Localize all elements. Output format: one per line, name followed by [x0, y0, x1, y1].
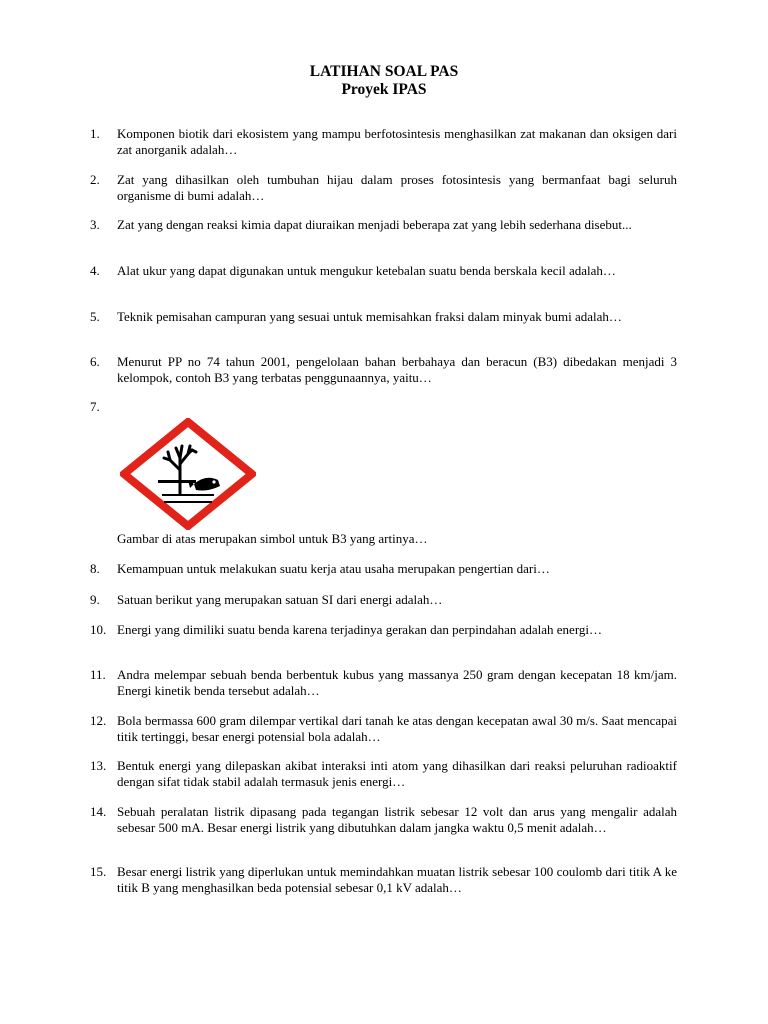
document-title: LATIHAN SOAL PAS [309, 63, 459, 80]
question-text: Bentuk energi yang dilepaskan akibat interaksi inti atom yang dihasilkan dari reaksi peluruhan radioaktif dengan sifat tidak stabil adalah termasuk jenis energi… [117, 758, 677, 789]
question-item [90, 758, 677, 790]
question-number: 14. [90, 804, 107, 819]
question-text: Zat yang dengan reaksi kimia dapat diuraikan menjadi beberapa zat yang lebih sederhana disebut... [117, 217, 632, 232]
question-number: 5. [90, 309, 100, 324]
question-number: 11. [90, 667, 106, 682]
question-item [90, 172, 677, 204]
question-number: 8. [90, 561, 100, 576]
question-item [90, 864, 677, 896]
question-item [90, 354, 677, 386]
question-number: 1. [90, 126, 100, 141]
question-number: 15. [90, 864, 107, 879]
question-number: 6. [90, 354, 100, 369]
question-text: Satuan berikut yang merupakan satuan SI dari energi adalah… [117, 592, 443, 607]
question-text: Alat ukur yang dapat digunakan untuk mengukur ketebalan suatu benda berskala kecil adalah… [117, 263, 616, 278]
question-number: 7. [90, 399, 100, 414]
question-text: Energi yang dimiliki suatu benda karena terjadinya gerakan dan perpindahan adalah energi… [117, 622, 603, 637]
question-item [90, 126, 677, 158]
question-item [90, 217, 677, 233]
question-number: 10. [90, 622, 107, 637]
question-text: Kemampuan untuk melakukan suatu kerja atau usaha merupakan pengertian dari… [117, 561, 550, 576]
question-number: 13. [90, 758, 107, 773]
question-text: Teknik pemisahan campuran yang sesuai untuk memisahkan fraksi dalam minyak bumi adalah… [117, 309, 622, 324]
question-text: Sebuah peralatan listrik dipasang pada tegangan listrik sebesar 12 volt dan arus yang mengalir adalah sebesar 500 mA. Besar energi listrik yang dibutuhkan dalam jangka waktu 0,5 menit adalah… [117, 804, 677, 835]
question-number: 9. [90, 592, 100, 607]
question-number: 2. [90, 172, 100, 187]
question-text: Andra melempar sebuah benda berbentuk kubus yang massanya 250 gram dengan kecepatan 18 km/jam. Energi kinetik benda tersebut adalah… [117, 667, 677, 698]
question-text: Besar energi listrik yang diperlukan untuk memindahkan muatan listrik sebesar 100 coulomb dari titik A ke titik B yang menghasilkan beda potensial sebesar 0,1 kV adalah… [117, 864, 677, 895]
question-caption [90, 531, 677, 547]
question-item [90, 561, 677, 577]
document-subtitle: Proyek IPAS [341, 81, 427, 98]
image-caption: Gambar di atas merupakan simbol untuk B3 yang artinya… [117, 531, 428, 546]
question-number: 4. [90, 263, 100, 278]
question-text: Zat yang dihasilkan oleh tumbuhan hijau dalam proses fotosintesis yang bermanfaat bagi seluruh organisme di bumi adalah… [117, 172, 677, 203]
question-item [90, 804, 677, 836]
question-number: 12. [90, 713, 107, 728]
question-text: Komponen biotik dari ekosistem yang mampu berfotosintesis menghasilkan zat makanan dan oksigen dari zat anorganik adalah… [117, 126, 677, 157]
question-text: Bola bermassa 600 gram dilempar vertikal dari tanah ke atas dengan kecepatan awal 30 m/s. Saat mencapai titik tertinggi, besar energi potensial bola adalah… [117, 713, 677, 744]
question-item [90, 667, 677, 699]
question-item [90, 263, 677, 279]
question-item [90, 713, 677, 745]
question-number: 3. [90, 217, 100, 232]
environmental-hazard-icon [120, 418, 256, 530]
question-text: Menurut PP no 74 tahun 2001, pengelolaan bahan berbahaya dan beracun (B3) dibedakan menjadi 3 kelompok, contoh B3 yang terbatas penggunaannya, yaitu… [117, 354, 677, 385]
question-item [90, 592, 677, 608]
question-item [90, 309, 677, 325]
question-item [90, 622, 677, 638]
